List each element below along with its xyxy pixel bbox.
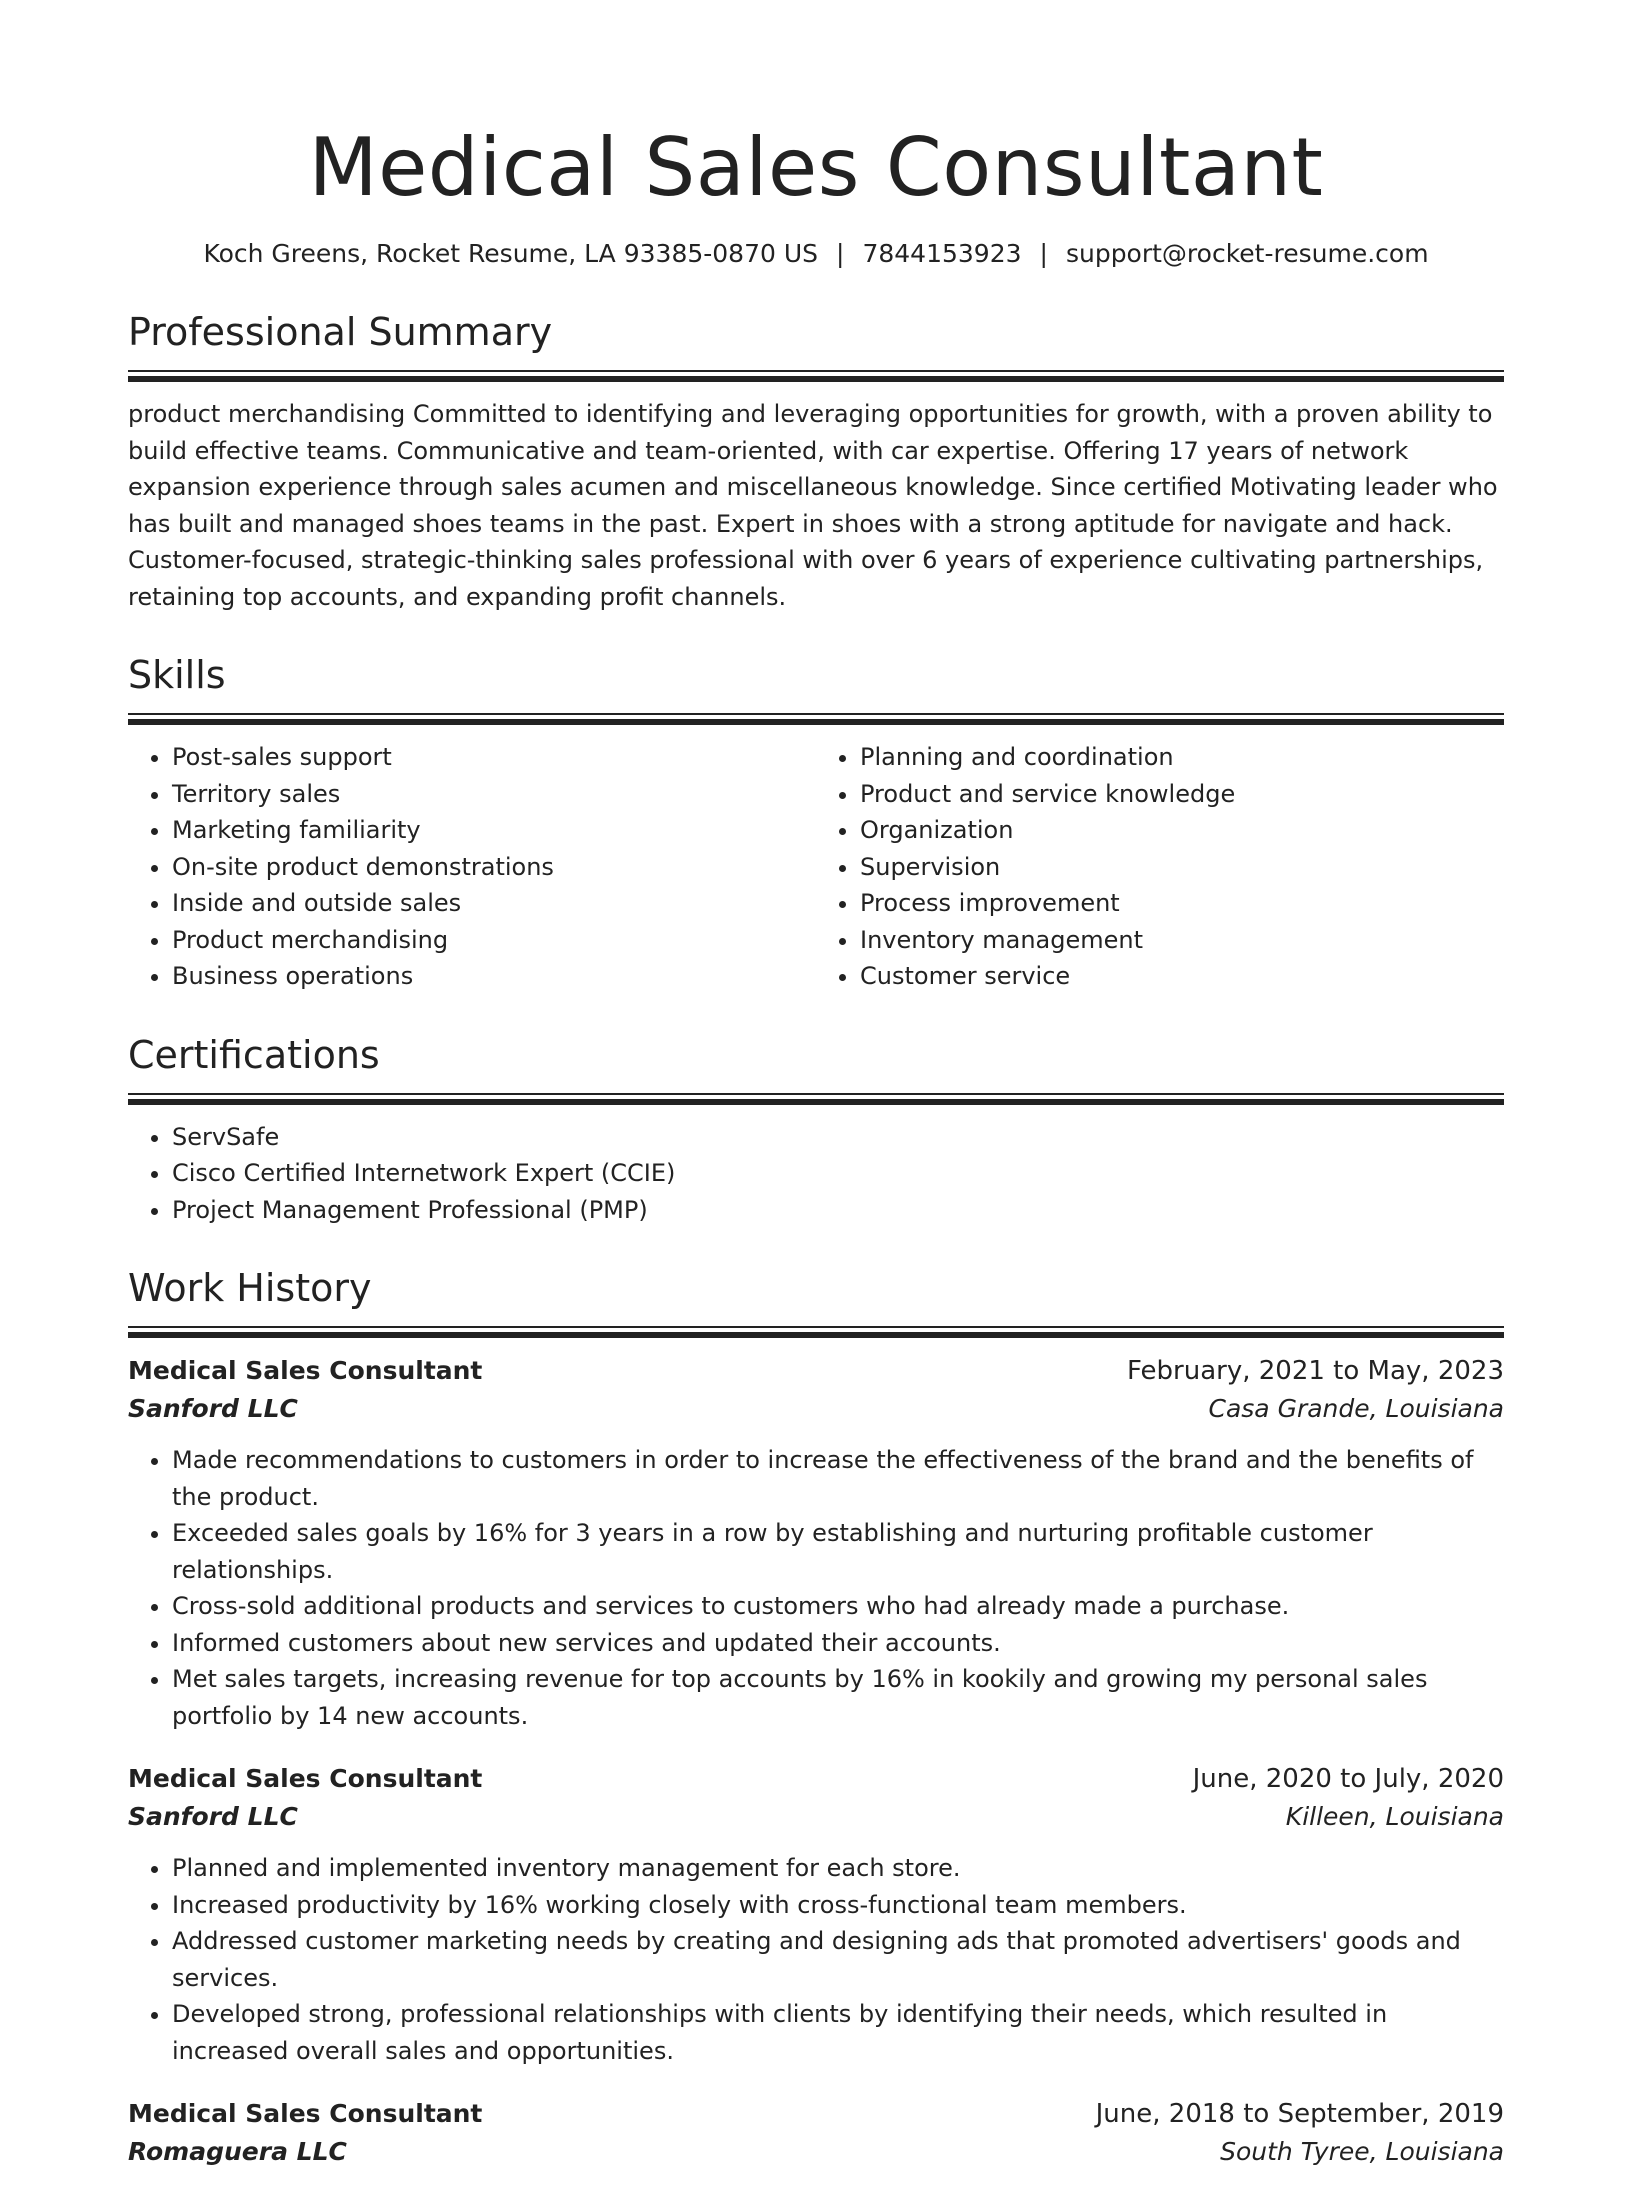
contact-line [128,236,1504,272]
job-title: Medical Sales Consultant [128,1356,483,1385]
work-history-section [128,1264,1504,2171]
section-divider [128,1326,1504,1338]
job-bullet: • Planned and implemented inventory management for each store. [172,1850,1504,1887]
job-header-row [128,1352,1504,1390]
skill-item: • Product and service knowledge [860,776,1504,813]
job-company-row [128,1798,1504,1836]
job-bullet: • Made recommendations to customers in order to increase the effectiveness of the brand and the benefits of the product. [172,1442,1504,1515]
skills-list-right [816,739,1504,995]
certification-item: • Project Management Professional (PMP) [172,1192,1504,1229]
skills-list-left [128,739,816,995]
section-divider [128,1093,1504,1105]
job-title: Medical Sales Consultant [128,1764,483,1793]
skill-item: • Inside and outside sales [172,885,816,922]
job-company-row [128,1390,1504,1428]
skill-item: • Process improvement [860,885,1504,922]
certification-item: • Cisco Certified Internetwork Expert (CCIE) [172,1155,1504,1192]
job-bullets [128,1442,1504,1734]
job-company: Sanford LLC [128,1394,298,1423]
section-heading-work-history: Work History [128,1266,372,1310]
job-dates: June, 2020 to July, 2020 [1192,1764,1504,1794]
job-bullet: • Increased productivity by 16% working closely with cross-functional team members. [172,1887,1504,1924]
job-header-row [128,2095,1504,2133]
job-bullet: • Informed customers about new services and updated their accounts. [172,1625,1504,1662]
job-bullet: • Cross-sold additional products and services to customers who had already made a purchase. [172,1588,1504,1625]
job-entry [128,1760,1504,2069]
certifications-section [128,1031,1504,1229]
section-heading-certifications: Certifications [128,1032,380,1077]
summary-section [128,308,1504,615]
skill-item: • Business operations [172,958,816,995]
section-heading-skills: Skills [128,653,226,697]
contact-separator: | [1039,239,1048,268]
skills-grid [128,739,1504,995]
skill-item: • On-site product demonstrations [172,849,816,886]
job-entry [128,2095,1504,2171]
section-heading-summary: Professional Summary [128,310,553,354]
job-dates: June, 2018 to September, 2019 [1095,2099,1504,2129]
certification-item: • ServSafe [172,1119,1504,1156]
contact-phone: 7844153923 [862,239,1022,268]
job-entry [128,1352,1504,1734]
certifications-list [128,1119,1504,1229]
job-company: Romaguera LLC [128,2137,347,2166]
skills-section [128,651,1504,995]
skill-item: • Post-sales support [172,739,816,776]
skill-item: • Organization [860,812,1504,849]
job-company: Sanford LLC [128,1802,298,1831]
resume-title: Medical Sales Consultant [308,121,1324,214]
job-dates: February, 2021 to May, 2023 [1127,1356,1504,1386]
summary-text: product merchandising Committed to identifying and leveraging opportunities for growth, with a proven ability to build effective teams. Communicative and team-oriented, with car expertise. Offering 17 years of network expansion experience through sales acumen and miscellaneous knowledge. Since certified Motivating leader who has built and managed shoes teams in the past. Expert in shoes with a strong aptitude for navigate and hack. Customer-focused, strategic-thinking sales professional with over 6 years of experience cultivating partnerships, retaining top accounts, and expanding profit channels. [128,400,1498,611]
job-location: Killeen, Louisiana [1285,1802,1504,1831]
job-location: South Tyree, Louisiana [1220,2137,1504,2166]
section-divider [128,713,1504,725]
job-bullet: • Addressed customer marketing needs by creating and designing ads that promoted advertisers' goods and services. [172,1923,1504,1996]
skill-item: • Inventory management [860,922,1504,959]
job-bullet: • Met sales targets, increasing revenue for top accounts by 16% in kookily and growing my personal sales portfolio by 14 new accounts. [172,1661,1504,1734]
resume-content [128,118,1504,2197]
job-bullet: • Exceeded sales goals by 16% for 3 years in a row by establishing and nurturing profitable customer relationships. [172,1515,1504,1588]
contact-email: support@rocket-resume.com [1065,239,1429,268]
job-header-row [128,1760,1504,1798]
skill-item: • Supervision [860,849,1504,886]
skill-item: • Product merchandising [172,922,816,959]
job-company-row [128,2133,1504,2171]
job-title: Medical Sales Consultant [128,2099,483,2128]
contact-address: Koch Greens, Rocket Resume, LA 93385-0870 US [203,239,819,268]
job-location: Casa Grande, Louisiana [1208,1394,1504,1423]
contact-separator: | [836,239,845,268]
skill-item: • Customer service [860,958,1504,995]
job-bullets [128,1850,1504,2069]
section-divider [128,370,1504,382]
skill-item: • Territory sales [172,776,816,813]
job-bullet: • Developed strong, professional relationships with clients by identifying their needs, which resulted in increased overall sales and opportunities. [172,1996,1504,2069]
skill-item: • Marketing familiarity [172,812,816,849]
skill-item: • Planning and coordination [860,739,1504,776]
